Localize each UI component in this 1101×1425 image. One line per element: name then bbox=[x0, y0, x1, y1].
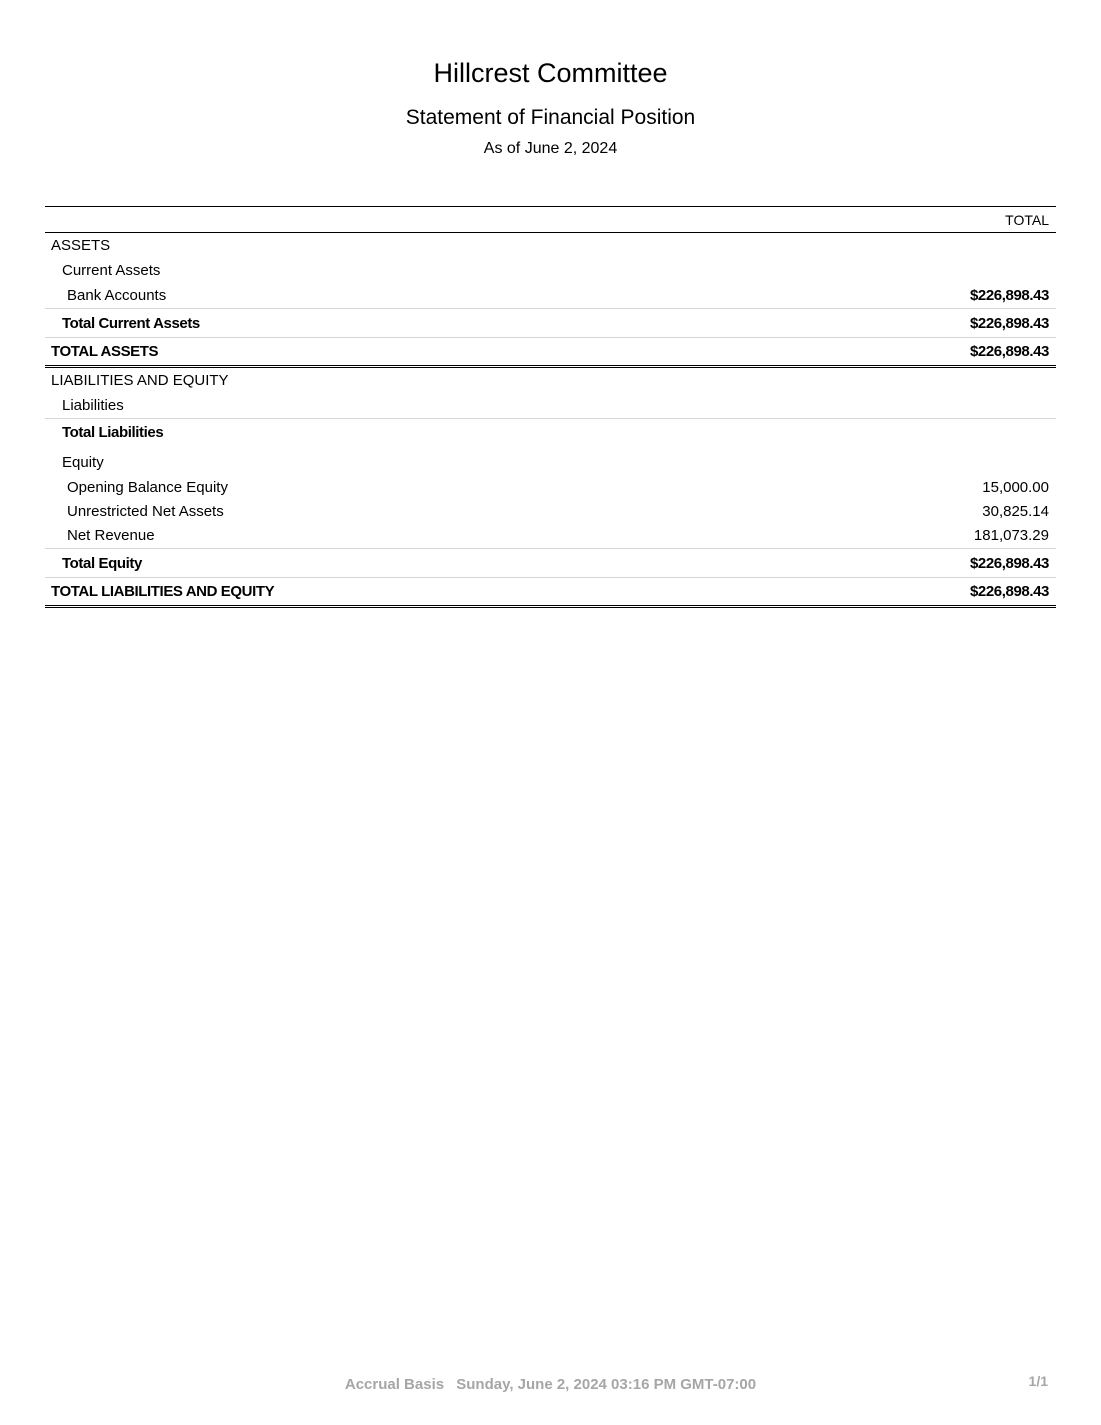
report-table bbox=[45, 206, 1056, 608]
section-assets bbox=[45, 233, 1056, 258]
row-amount: $226,898.43 bbox=[969, 554, 1049, 572]
row-label: TOTAL ASSETS bbox=[51, 343, 159, 360]
group-current-assets bbox=[45, 258, 1056, 283]
report-date: As of June 2, 2024 bbox=[483, 140, 618, 157]
column-header-total: TOTAL bbox=[45, 207, 1056, 233]
row-amount: $226,898.43 bbox=[969, 343, 1049, 360]
row-label: Opening Balance Equity bbox=[67, 478, 228, 496]
row-label: Net Revenue bbox=[67, 527, 155, 544]
section-label: LIABILITIES AND EQUITY bbox=[51, 372, 229, 389]
group-label: Current Assets bbox=[62, 262, 161, 279]
row-amount: 30,825.14 bbox=[982, 502, 1049, 520]
row-label: Total Equity bbox=[62, 554, 142, 572]
accounting-basis: Accrual Basis bbox=[344, 1376, 445, 1393]
group-label: Liabilities bbox=[62, 397, 124, 414]
row-total-liabilities-and-equity bbox=[45, 577, 1056, 608]
report-timestamp: Sunday, June 2, 2024 03:16 PM GMT-07:00 bbox=[456, 1376, 757, 1393]
section-liabilities-equity bbox=[45, 368, 1056, 393]
row-total-liabilities bbox=[45, 418, 1056, 446]
row-total-equity bbox=[45, 548, 1056, 577]
row-amount: 181,073.29 bbox=[973, 527, 1049, 544]
row-total-assets bbox=[45, 337, 1056, 368]
group-equity bbox=[45, 446, 1056, 475]
group-label: Equity bbox=[62, 454, 104, 471]
row-label: Total Current Assets bbox=[62, 314, 200, 332]
row-amount: $226,898.43 bbox=[969, 583, 1049, 600]
row-opening-balance-equity bbox=[45, 475, 1056, 499]
section-label: ASSETS bbox=[51, 237, 111, 254]
page-number: 1/1 bbox=[1028, 1373, 1048, 1389]
row-unrestricted-net-assets bbox=[45, 499, 1056, 523]
row-net-revenue bbox=[45, 523, 1056, 548]
row-label: TOTAL LIABILITIES AND EQUITY bbox=[51, 583, 275, 600]
row-bank-accounts bbox=[45, 283, 1056, 308]
company-name: Hillcrest Committee bbox=[433, 58, 668, 88]
row-label: Unrestricted Net Assets bbox=[67, 502, 224, 520]
group-liabilities bbox=[45, 393, 1056, 418]
row-amount: 15,000.00 bbox=[982, 478, 1049, 496]
row-amount: $226,898.43 bbox=[969, 314, 1049, 332]
row-total-current-assets bbox=[45, 308, 1056, 337]
row-amount: $226,898.43 bbox=[969, 287, 1049, 304]
report-title: Statement of Financial Position bbox=[405, 106, 696, 129]
row-label: Total Liabilities bbox=[62, 424, 164, 441]
row-label: Bank Accounts bbox=[67, 287, 167, 304]
report-footer bbox=[0, 1376, 1101, 1393]
